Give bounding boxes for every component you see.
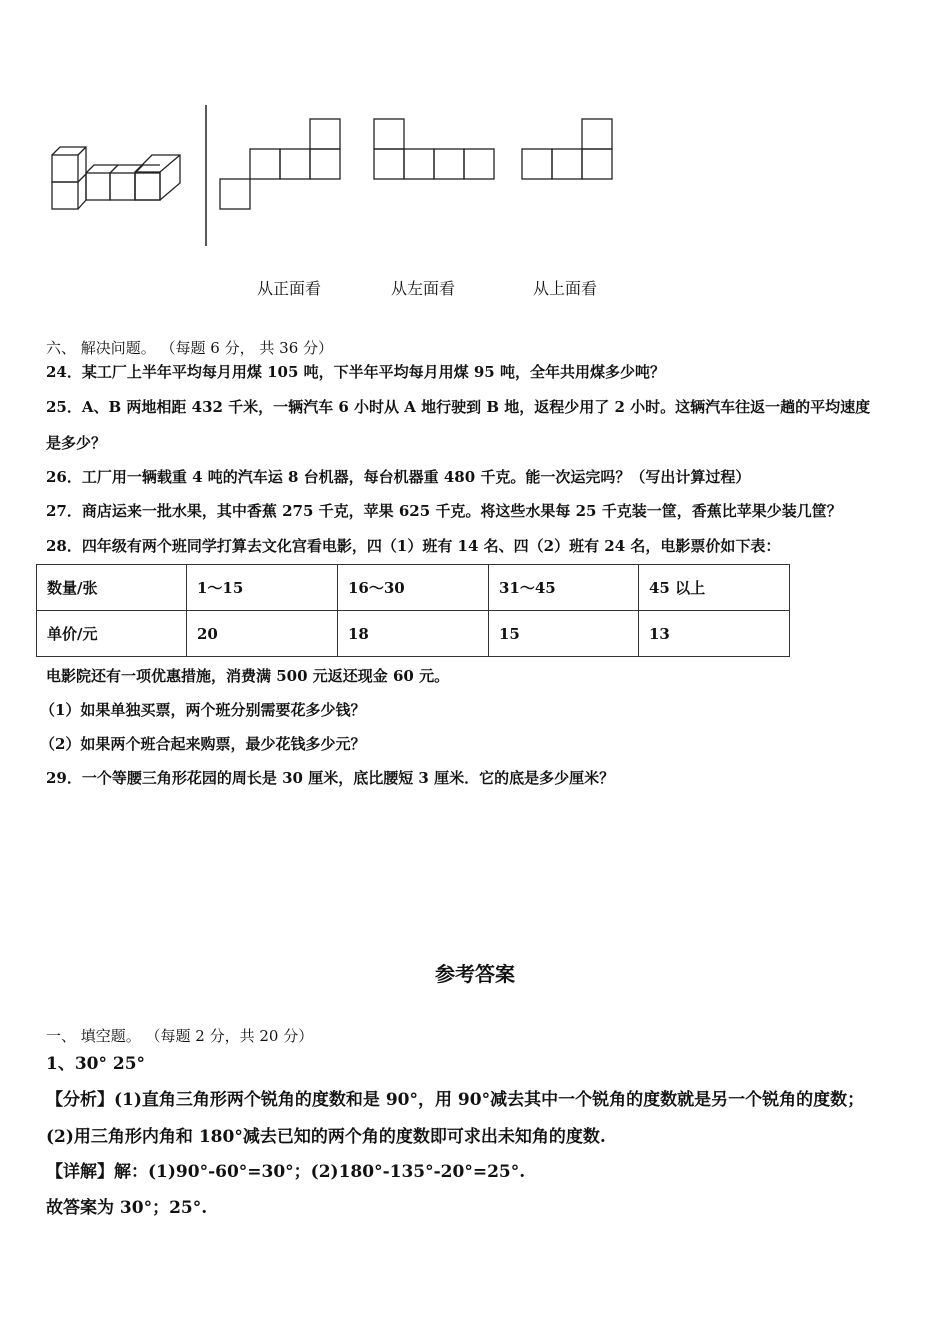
ticket-price-table <box>36 564 790 657</box>
front-view-label: 从正面看 <box>257 279 322 298</box>
table-cell: 数量/张 <box>37 565 187 611</box>
table-cell: 15 <box>489 611 639 657</box>
question-25-line1: 25．A、B 两地相距 432 千米，一辆汽车 6 小时从 A 地行驶到 B 地，返程少用了 2 小时。这辆汽车往返一趟的平均速度 <box>46 398 871 416</box>
table-cell: 1～15 <box>187 565 338 611</box>
cube-solid-drawing <box>52 147 180 209</box>
detail-line: 【详解】解：(1)90°-60°=30°；(2)180°-135°-20°=25°. <box>46 1162 526 1182</box>
table-cell: 45 以上 <box>639 565 790 611</box>
table-cell: 16～30 <box>338 565 489 611</box>
top-view-drawing <box>522 119 612 179</box>
question-28-sub1: （1）如果单独买票，两个班分别需要花多少钱？ <box>40 701 366 719</box>
question-27: 27．商店运来一批水果，其中香蕉 275 千克，苹果 625 千克。将这些水果每 25 千克装一筐，香蕉比苹果少装几筐？ <box>46 502 842 520</box>
question-26: 26．工厂用一辆载重 4 吨的汽车运 8 台机器，每台机器重 480 千克。能一次运完吗？（写出计算过程） <box>46 468 751 486</box>
table-cell: 18 <box>338 611 489 657</box>
question-29: 29．一个等腰三角形花园的周长是 30 厘米，底比腰短 3 厘米．它的底是多少厘米？ <box>46 769 615 787</box>
question-24: 24．某工厂上半年平均每月用煤 105 吨，下半年平均每月用煤 95 吨，全年共用煤多少吨？ <box>46 363 665 381</box>
question-28: 28．四年级有两个班同学打算去文化宫看电影，四（1）班有 14 名、四（2）班有 24 名，电影票价如下表： <box>46 537 781 555</box>
answer-1: 1、30° 25° <box>46 1054 146 1074</box>
question-25-line2: 是多少？ <box>46 434 107 452</box>
table-row <box>37 565 790 611</box>
question-28-sub2: （2）如果两个班合起来购票，最少花钱多少元？ <box>40 735 366 753</box>
table-row <box>37 611 790 657</box>
conclusion-line: 故答案为 30°；25°. <box>46 1198 208 1218</box>
left-view-drawing <box>374 119 494 179</box>
answers-section1-heading: 一、 填空题。 （每题 2 分，共 20 分） <box>46 1027 314 1045</box>
cube-views-figure <box>40 100 640 260</box>
left-view-label: 从左面看 <box>391 279 456 298</box>
table-cell: 31～45 <box>489 565 639 611</box>
analysis-line1: 【分析】(1)直角三角形两个锐角的度数和是 90°，用 90°减去其中一个锐角的度数就是另一个锐角的度数； <box>46 1090 865 1110</box>
table-cell: 20 <box>187 611 338 657</box>
front-view-drawing <box>220 119 340 209</box>
table-cell: 单价/元 <box>37 611 187 657</box>
top-view-label: 从上面看 <box>533 279 598 298</box>
question-28-note: 电影院还有一项优惠措施，消费满 500 元返还现金 60 元。 <box>46 667 450 685</box>
answers-title: 参考答案 <box>435 962 515 986</box>
section6-heading: 六、 解决问题。 （每题 6 分， 共 36 分） <box>46 339 334 357</box>
table-cell: 13 <box>639 611 790 657</box>
analysis-line2: (2)用三角形内角和 180°减去已知的两个角的度数即可求出未知角的度数. <box>46 1127 606 1147</box>
